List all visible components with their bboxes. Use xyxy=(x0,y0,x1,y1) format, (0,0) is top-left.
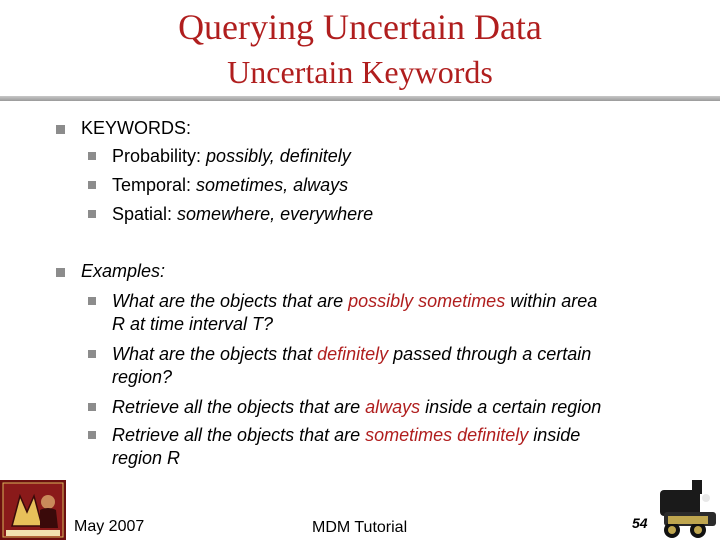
example-highlight: always xyxy=(365,397,421,417)
example-highlight: possibly sometimes xyxy=(348,291,506,311)
footer-title: MDM Tutorial xyxy=(312,519,408,536)
bullet-square-icon xyxy=(88,152,96,160)
example-line xyxy=(112,396,601,419)
example-line: region R xyxy=(112,448,181,468)
keywords-heading: KEYWORDS: xyxy=(81,118,192,138)
keyword-values: sometimes, always xyxy=(196,175,349,195)
bullet-square-icon xyxy=(88,210,96,218)
example-highlight: sometimes definitely xyxy=(365,425,529,445)
keyword-label: Temporal: xyxy=(112,175,197,195)
example-text: passed through a certain xyxy=(388,344,592,364)
bullet-square-icon xyxy=(88,431,96,439)
page-number: 54 xyxy=(632,515,648,531)
slide-subtitle: Uncertain Keywords xyxy=(227,54,493,90)
example-line: region? xyxy=(112,367,173,387)
keyword-values: possibly, definitely xyxy=(206,146,351,166)
examples-heading: Examples: xyxy=(81,261,166,281)
example-line xyxy=(112,343,591,366)
example-text: inside a certain region xyxy=(420,397,602,417)
bullet-square-icon xyxy=(88,181,96,189)
example-line xyxy=(112,424,580,447)
bullet-square-icon xyxy=(56,125,65,134)
example-text: What are the objects that xyxy=(112,344,318,364)
footer-date: May 2007 xyxy=(74,518,145,535)
train-mascot-icon xyxy=(654,476,720,540)
keyword-item xyxy=(112,174,348,197)
keyword-label: Probability: xyxy=(112,146,207,166)
bullet-square-icon xyxy=(88,403,96,411)
bullet-square-icon xyxy=(88,297,96,305)
example-highlight: definitely xyxy=(317,344,389,364)
keyword-label: Spatial: xyxy=(112,204,178,224)
example-text: What are the objects that are xyxy=(112,291,349,311)
example-text: inside xyxy=(528,425,581,445)
title-divider xyxy=(0,96,720,101)
bullet-square-icon xyxy=(88,350,96,358)
example-text: within area xyxy=(505,291,598,311)
keyword-item xyxy=(112,203,373,226)
slide-title: Querying Uncertain Data xyxy=(178,7,542,47)
keyword-item xyxy=(112,145,351,168)
keyword-values: somewhere, everywhere xyxy=(177,204,374,224)
example-line xyxy=(112,290,597,313)
example-text: Retrieve all the objects that are xyxy=(112,397,366,417)
example-text: Retrieve all the objects that are xyxy=(112,425,366,445)
university-logo-icon xyxy=(0,480,66,540)
example-line: R at time interval T? xyxy=(112,314,274,334)
bullet-square-icon xyxy=(56,268,65,277)
